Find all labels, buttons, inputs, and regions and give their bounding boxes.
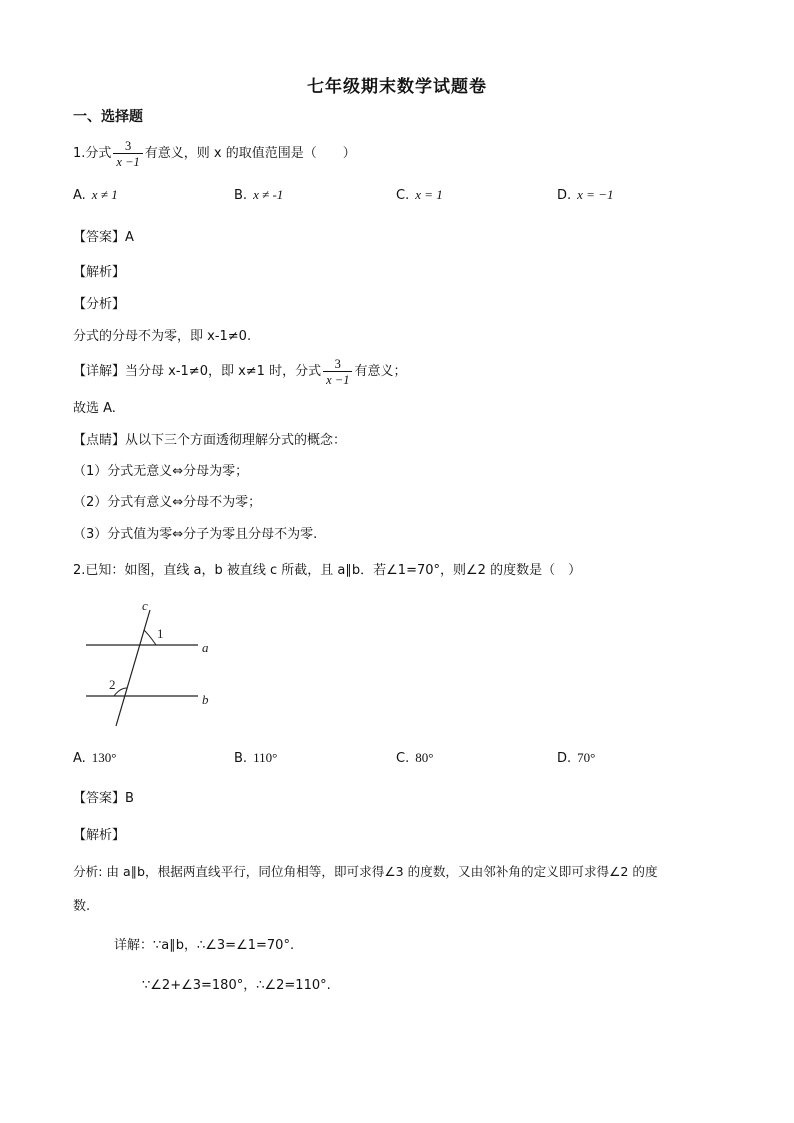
q1-point-2: （2）分式有意义⇔分母不为零； (73, 495, 262, 510)
q1-option-c (396, 186, 443, 205)
answer-value: A (125, 230, 134, 245)
q1-answer (73, 229, 134, 247)
q1-dianjing (73, 432, 346, 450)
q1-frac-num: 3 (124, 138, 132, 153)
q1-prefix: 1.分式 (73, 146, 112, 161)
section-heading: 一、选择题 (73, 109, 143, 125)
option-letter: B. (234, 751, 248, 766)
option-text: x ≠ 1 (91, 187, 118, 202)
q1-fenxi-label: 【分析】 (73, 297, 126, 312)
answer-label: 【答案】 (73, 230, 126, 245)
q2-analysis-line2: 数. (73, 899, 91, 914)
line-c (116, 610, 150, 726)
option-letter: A. (73, 188, 86, 203)
q1-suffix: 有意义，则 x 的取值范围是（ ） (144, 146, 356, 161)
q1-conclusion: 故选 A. (73, 401, 116, 416)
option-letter: B. (234, 188, 248, 203)
q1-point-1: （1）分式无意义⇔分母为零； (73, 464, 249, 479)
q2-jiexi: 【解析】 (73, 828, 126, 843)
q2-option-c (396, 749, 433, 768)
option-text: x = −1 (577, 187, 614, 202)
xiangjie-frac-num: 3 (334, 356, 341, 371)
q2-stem: 2.已知：如图，直线 a，b 被直线 c 所截，且 a∥b．若∠1=70°，则∠2 的度数是（ ） (73, 563, 582, 578)
q1-option-d (557, 186, 613, 205)
answer-value: B (125, 791, 134, 806)
document-title: 七年级期末数学试题卷 (307, 77, 487, 97)
q2-answer (73, 790, 134, 808)
angle-1-arc (144, 630, 156, 645)
q1-option-a (73, 186, 118, 205)
q1-frac-den: x −1 (113, 153, 142, 169)
label-a: a (202, 640, 209, 655)
q1-point-3: （3）分式值为零⇔分子为零且分母不为零. (73, 527, 318, 542)
label-angle-1: 1 (157, 626, 164, 641)
q2-option-a (73, 749, 117, 768)
option-text: 130° (91, 750, 117, 765)
xiangjie-fraction (323, 357, 352, 387)
xiangjie-post: 有意义； (354, 364, 407, 379)
option-text: x ≠ -1 (253, 187, 284, 202)
label-angle-2: 2 (109, 677, 116, 692)
option-letter: C. (396, 751, 410, 766)
q2-detail-line2: ∵∠2+∠3=180°，∴∠2=110°. (142, 978, 331, 993)
option-text: 110° (253, 750, 278, 765)
q2-option-d (557, 749, 595, 768)
q2-analysis-line1: 分析: 由 a∥b，根据两直线平行，同位角相等，即可求得∠3 的度数，又由邻补角的定义即可求得∠2 的度 (73, 864, 658, 879)
q1-fenxi-text: 分式的分母不为零，即 x-1≠0. (73, 329, 252, 344)
answer-label: 【答案】 (73, 791, 126, 806)
dianjing-label: 【点睛】 (73, 433, 126, 448)
option-letter: A. (73, 751, 86, 766)
xiangjie-frac-den: x −1 (323, 371, 352, 387)
label-b: b (202, 692, 209, 707)
option-text: x = 1 (415, 187, 443, 202)
option-letter: C. (396, 188, 410, 203)
label-c: c (142, 598, 148, 613)
q2-figure (80, 596, 220, 736)
q1-stem (73, 136, 356, 172)
dianjing-text: 从以下三个方面透彻理解分式的概念： (125, 433, 347, 448)
q1-jiexi: 【解析】 (73, 265, 126, 280)
q2-detail-line1: 详解：∵a∥b，∴∠3=∠1=70°. (114, 938, 295, 953)
option-text: 70° (577, 750, 596, 765)
xiangjie-label: 【详解】 (73, 364, 126, 379)
q1-option-b (234, 186, 283, 205)
q1-xiangjie (73, 354, 406, 390)
option-letter: D. (557, 751, 572, 766)
q1-fraction (113, 139, 142, 169)
xiangjie-pre: 当分母 x-1≠0，即 x≠1 时，分式 (125, 364, 322, 379)
q2-option-b (234, 749, 277, 768)
option-letter: D. (557, 188, 572, 203)
option-text: 80° (415, 750, 434, 765)
